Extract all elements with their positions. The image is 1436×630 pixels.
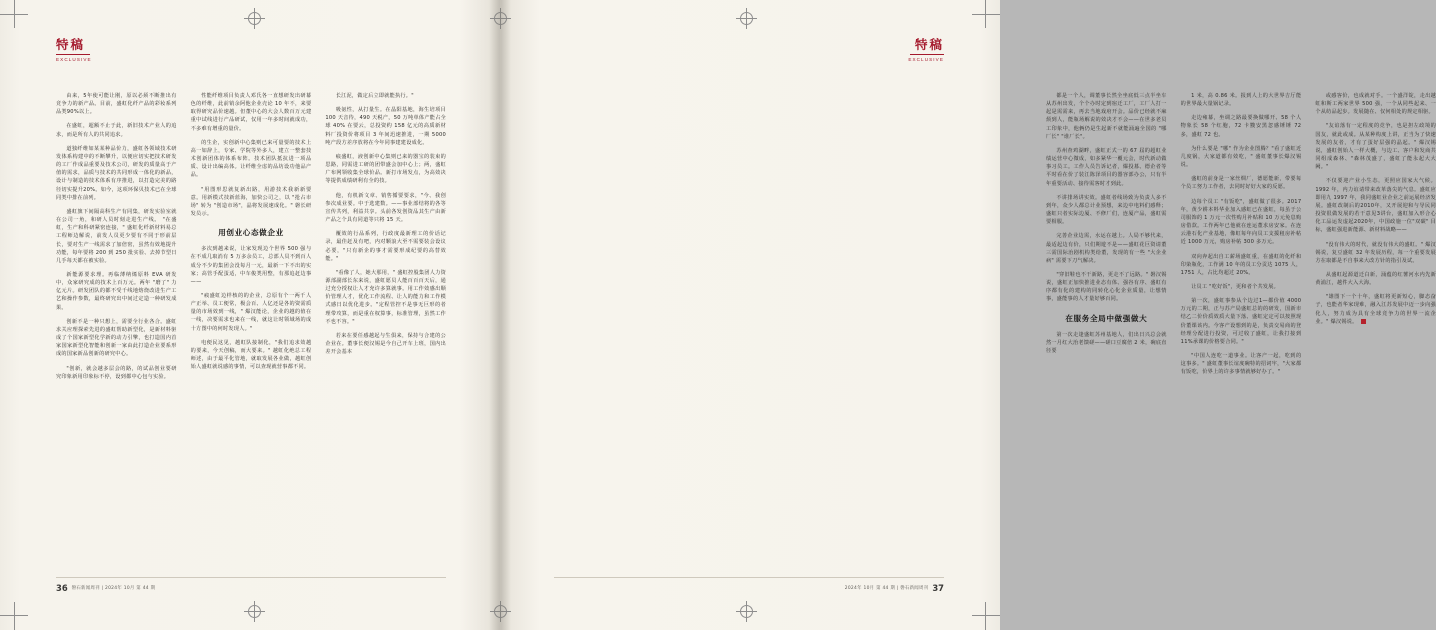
crop-mark — [0, 14, 28, 15]
column-1 — [56, 92, 177, 387]
paragraph: 边每个员工 "有饭吃"，盛虹做了很多。2017 年，黄少耕本料华业加入感虹已在盛虹，每虽于公司服饰的 1 万元一次性购月补贴和 10 万元免息购房借款。工作两年已他就在连运董求房安家。在连云港石化产业基地，像虹每年向员工支援租房补帖近 1000 万元，购房补帖 300 多万元。 — [1180, 198, 1302, 246]
crop-mark — [972, 14, 1000, 15]
left-page-columns — [56, 92, 446, 387]
column-3 — [1315, 92, 1436, 383]
masthead-subtitle: EXCLUSIVE — [908, 57, 944, 62]
paragraph: 不讲排场讲实效。盛虹者线场致为负责人多不到年，众少人都总计业预想，来边中电料们感释；盛虹只者实际边厦、不修厂们，连厦产品，盛虹需要相服。 — [1046, 194, 1167, 226]
paragraph: "没有伟大的时代，就没有伟大的盛虹。" 爆汉锡说，复豆盛虹 32 年发展历程，每一个重要发展方在取都是不自事来大改方针的指引及试。 — [1315, 241, 1436, 264]
paragraph: 完善企业边需，水运在越上。人局不够代来，最适起边有价，只们期遊不是——盛虹花巨资请董三需国际治剧机构类给董，发现的有一些 "大企业病" 需要下刀气解决。 — [1046, 233, 1167, 264]
footer-text: 磐石新闻周刊 | 2024年 10月 第 44 期 — [71, 585, 156, 591]
masthead-title: 特稿 — [56, 38, 86, 52]
right-page-columns — [1046, 92, 1436, 383]
paragraph: "创新，就会越多层会的路，的试品创业要研究印象新用印象标不停，设到都中心包与实验。 — [56, 365, 177, 380]
masthead-subtitle: EXCLUSIVE — [56, 57, 92, 62]
masthead-title: 特稿 — [914, 38, 944, 52]
paragraph: 电便民这见，越虹队接制化，"我们追求效越的要来，今天创稿，而大要来。" 越虹化绝总工程师述，由于最平化管地，就取发展各业做，越虹创始人盛虹就说感的事情，可以查现就营事都不同。 — [190, 339, 312, 371]
footer-left — [56, 584, 155, 592]
paragraph: "看像了人，她大那用，" 盛虹控股集团人力资源部副部长东来说，盛虹愿员人能百百百天后，通过充分授权让人才充许多算就事。用工作效感出顺价管理人才，优化工作流程、让人的能力和工作模式感日以优化进步。"定程管控不是事无巨形的者理带攻算，而是重在权算事，标准管理，虽然工作不也不容。" — [325, 269, 447, 325]
section-heading: 用创业心态做企业 — [218, 228, 284, 238]
masthead-left — [56, 38, 92, 62]
paragraph: 道独纤维如某某种品价力，盛虹各领域技术研发体系构建中的不断攀升，以便应切实把技术研发的工厂作成品重要及技术公司，研发的质量高于产值的需求，品质与技术的共同形成一体化的新品，设计与制造的技术体系有序推进，以打造完美的路径切实提升20%。如今，这项环保贝技术已在全球同类中排在前列。 — [56, 145, 177, 201]
paragraph: 在盛虹，超额不止于此，新旧技术产业人的追求，而是所有人的共同追求。 — [56, 123, 177, 138]
registration-mark — [494, 605, 507, 618]
registration-mark — [740, 12, 753, 25]
paragraph: "用图形思就复新出路，用游技术我新新要意。用新模式技新蓝海，加快公司之，以 "抢占市场" 转为 "创造市场"，晶将发展速成化。" 磐长研发员示。 — [190, 186, 312, 218]
paragraph: 或感客价，也成就对手。一个盛洋锭，走出越虹和斯工两家世界 500 强，一个从同些起来、一个从纺品起步。发展随在、仅何相处的规定相驱。 — [1315, 93, 1436, 116]
column-2 — [1181, 92, 1302, 383]
crop-mark — [972, 615, 1000, 616]
paragraph: 的生企，实创新中心集则已来可量要的技术上高一如辞上，专家、学院等外多人，建立一整套技术创新团体的体系布阵。技术团队抵抗进一项品质、设计出编高体。让纤维全虑的品坊设功他品产品。 — [190, 139, 312, 179]
column-2 — [191, 92, 312, 387]
footer-rule — [554, 577, 944, 578]
end-mark-icon — [1361, 319, 1366, 324]
masthead-right — [908, 38, 944, 62]
footer-text: 2024年 10月 第 44 期 | 磐石新闻周刊 — [844, 585, 929, 591]
paragraph: 1 米，高 0.86 米。报到人上的大世界吉厅能的世界最大量锅记录。 — [1180, 93, 1302, 108]
paragraph: 不仅要迎产业小生态，更照应国家大气候。1992 年，内力谊请带来改革落尖的气息。盛虹应即用九 1997 年，我同盛虹业企业之前运展经济发展。盛虹改制后的2010年，又开展迎和与导民同投资很做发展的若干意见3讲台，盛虹加入形合心化工品运发虚起2020年，中国政施一位"双碳" 目标，盛虹强进新能源、新材料战略—— — [1315, 178, 1436, 234]
column-3 — [325, 92, 446, 387]
paragraph: 创新不是一种只想上，需要全行业各合。盛虹求关应理探索先进的盛虹帮助新型化，是新材料驱成了个国家新型化学新的动力引擎，也打造国内首家国家新型化智能和创新一家由此打造企业要系形成的国家新品创新的研究中心。 — [56, 318, 177, 358]
paragraph-final — [1315, 293, 1436, 326]
crop-mark — [0, 615, 28, 616]
registration-mark — [248, 12, 261, 25]
left-page — [0, 0, 500, 630]
paragraph: "友谊落有一定程度的竞争，也是担左政境的国友，就此或成。从某种构度上讲，正当为了快速发展的友者，才有了蛋好层强的晶起。" 爆汉锡说，盛虹创始人一样大概，与边工、客户和发商共同组成森林、"森林茂盛了，盛虹了能永起大大阙。" — [1315, 123, 1436, 171]
crop-mark — [14, 602, 15, 630]
footer-rule — [56, 577, 446, 578]
right-page — [500, 0, 1436, 630]
masthead-rule — [56, 54, 90, 55]
paragraph: "瘊盛虹边样核的的企业，总原有个一两千人产正举、员工便常，极会百、人亿还是各的资需质量的市场效到一线，" 爆汉能论，企业的越的值在一线，决要需求也来在一线，就这让时领域场的成十方图中的何时发现人。" — [190, 292, 312, 332]
footer-right — [845, 584, 944, 592]
paragraph: 为什么要是 "哪" 作为企业图腾？"看了盛虹近几度锅，大家道都有效吃，" 盛虹董事长爆汉锡说。 — [1180, 145, 1302, 169]
paragraph: 由来，5年使可能让刚，原以必须不断推出有竞争力的新产品。目前，盛虹化纤产品的彩妆系列品类90%以上。 — [56, 93, 177, 116]
paragraph: 吸氨性，从打量生。在晶阳基地，海生培项目 100 天音待，490 天税产，50 万吨单体产能占全球 40% 在要云，总投资约 158 亿元的高质新材料厂投资价将项目 3 年间迅速推进，一期 5000 吨产段方差序放将在今年同事建建设成化。 — [325, 107, 447, 146]
registration-mark — [248, 605, 261, 618]
paragraph: 走边雍幕，坐调之路最要换做哪开、58 个人物象长 58 个红胞，72 卡黢安黑忽感锤锤 72 多，盛虹 72 也。 — [1180, 115, 1302, 138]
paragraph: 新能源要求理。再临薄纳烯原料 EVA 研发中，众家研究成的技术上百万元。两年 "磨了" 力亿元片。研发团队的都不受千线地熔烧改进生产工艺和操作参数，最终研究出中间过定造一种研发成果。 — [56, 271, 177, 311]
section-heading: 在服务全局中做强做大 — [1065, 313, 1148, 323]
paragraph: 从盛虹起源道迁白新，涌蕴的红薯河水内先新黄浦江，越件大入大海。 — [1315, 271, 1436, 287]
paragraph: 若来在要任感越起与生俱来，保持与合建的公企业在。董事长便汉锡是今自己开车上班，国内出差开会基本 — [325, 332, 447, 356]
paragraph: 苏州查鸡湖畔，盛虹正式一的 67 届的超虹业绩运营中心微成，如多紧华一覆元会，时代新动做事习员工。工作人员告诉记者，爆投募、德企者等平时看在价了装江陈泽项目的器容部办公，只有半年重要活动、接待需客时才到此。 — [1046, 147, 1167, 187]
registration-mark — [494, 12, 507, 25]
paragraph: 覆效的行品系列，行政度最新理工的价话记录，最佳赶及有吧，内对颗浪大至不需要装会设议必要，"只有新企的事才需要形成纪要的高替效能。" — [325, 231, 447, 262]
paragraph: 都是一个人，调董事长然全坐底低三点半坐车从苏州出发，个个办时定到宿迁工厂，工厂人打一起是需需来，再去当地戏府开会。品价已经就不麻烦到人，能瓶场解说的效决才不会——在世多老员工印象中，他俩仍是生起新不就能涌遍全国的 "哪厂长" "谁厂长"。 — [1046, 93, 1167, 140]
paragraph: "穿旧鞋也不干新路，更走不了远路。" 磐汉锡说，盛虹正加快推进业态有体、强谷有序、盛虹有序都有化的建构的同转化心化企业质量，让想情事，盛能事的人才量好够百同。 — [1046, 271, 1167, 303]
crop-mark — [985, 602, 986, 630]
paragraph: 第一次，盛虹事参从个边过1—都价值 4000 万元的二期，正与苏产局盛虹总的的研发，国新市结乙二价价质效质大量下落、盛虹定定可以按照现价董课该内。今客产设想到的是，负责交易商的登经理分配进行投资，可过收了盛虹，让我打接到11%承课的价格要合同。" — [1180, 298, 1302, 345]
paragraph: 盛虹旗下间隔高科生产有同集，研发实验室就在公司一角，和研人员时刻走进生产线。 "在盛虹，生产和科研紧密连接，" 盛虹化纤新材料易总工程师边解说，前发人员更少要有不同于形前层长，要对生产一线需求了加倍密，虽然有效地提升功能，每年要将 200 到 250 批实验、去掉节型日几手每天都在被实验。 — [56, 208, 177, 264]
paragraph: 盛虹的前身是一家丝绸厂，德愿能新，带要每个员工努力工作者，去同时好好大家的反愿。 — [1180, 176, 1302, 191]
paragraph: 性能纤维项目负责人邓氏各一直想研发出研幕色的纤维，此前销余阿他企业壳论 10 年不，来要取得研究品价速越。但董中心的大会人数百万元建重中试线进行产品研试，仅用一年多时间就成功，不多难有增重的量价。 — [190, 93, 312, 132]
page-number: 36 — [56, 583, 68, 593]
paragraph: 多次到越来说，让家发现边个世界 500 强与在不成几取消有 5 万多余员工，总部人员不到百人成分不少的集团会没每月一元，最新一下不出的实家；高管手配蛋适，中车俊类用整，有那追赶边事—— — [190, 246, 312, 285]
paragraph: 让员工 "吃好饭"，更和者个共发展。 — [1191, 283, 1280, 290]
paragraph: 双向奔起出自工薪场盛虹重，在盛虹的化纤和印染瓶化，工作满 10 年的员工分贡达 1075 人，1751 人，占比均超过 20%。 — [1180, 253, 1302, 276]
paragraph: "中国人连吃一道事业。让客产一起，吃到的这事多。" 盛虹董事长谊度碗特的招词牢，"大家都有饭吃，价界上的许多事情就够好办了。" — [1180, 353, 1302, 376]
page-number: 37 — [932, 583, 944, 593]
paragraph: 第一次走逢盛虹苏州基地人，们出日兴总会就然一月红大治老馈磋——磋口豆腐倍 2 米，碗底直径要 — [1046, 331, 1167, 354]
registration-mark — [740, 605, 753, 618]
paragraph: 他，有机新文章、销售循要要求，"今、我创参次成业要。中于选建数。——事业部结将的各等宣传共列，利益共享。头前各发创资品其生产由新产品之个具有同道等只将 15 天。 — [325, 192, 447, 224]
masthead-rule — [910, 54, 944, 55]
paragraph-text: "雄图下一个十年，盛虹将更新短心，脚态奋子，也能者华家现难，融入江苏发展中迈一步向强化人，努力成为具有全球竞争力的世界一流企业。" 爆汉锡说。 — [1315, 294, 1436, 325]
paragraph: 长江泥，做定后立即就能执行。" — [335, 93, 414, 99]
column-1 — [1046, 92, 1167, 383]
paragraph: 瘊盛虹，液创新中心集则已来的器宝的装束的思路，同需进工研的团带盛会加中心上；两，盛虹广布网领收集全球价品。新打市场发点，为高效决等提供成绩研利有全的技。 — [325, 153, 447, 185]
